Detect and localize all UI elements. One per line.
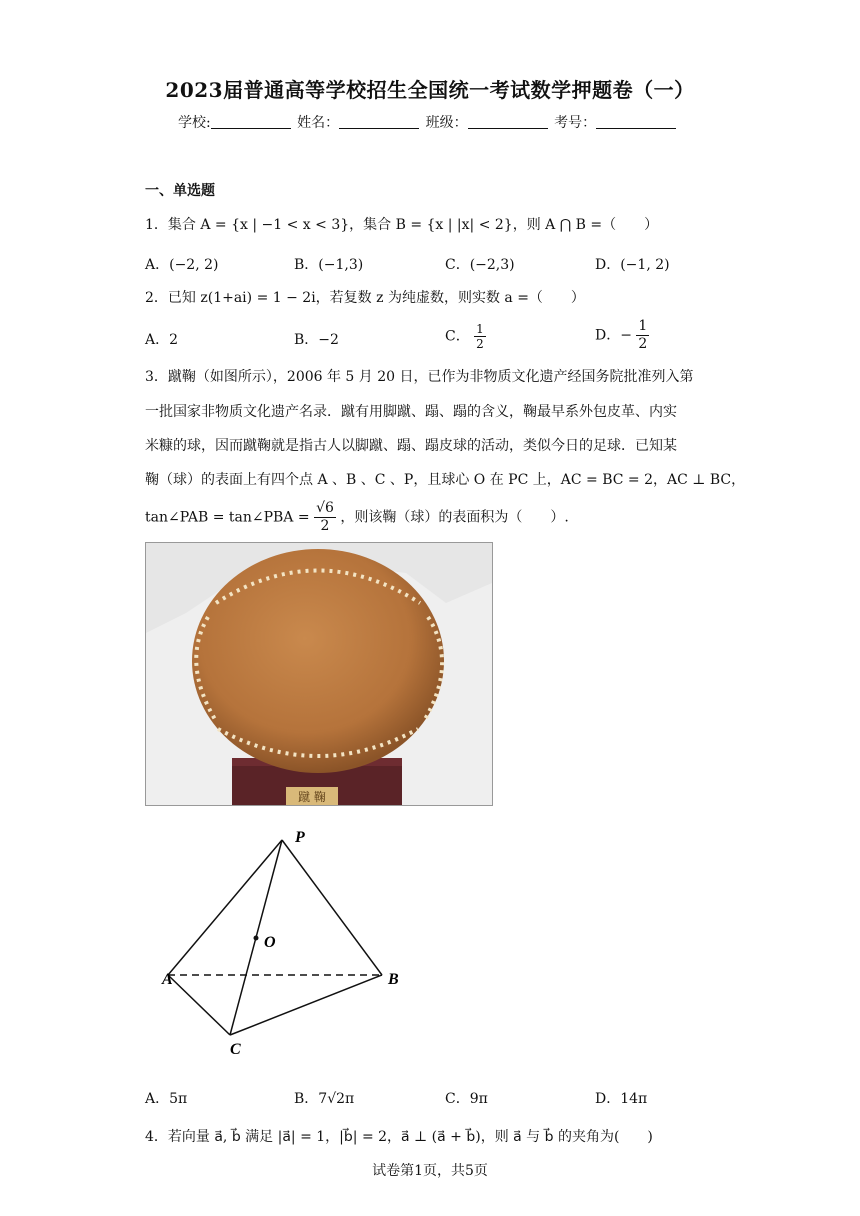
tetrahedron-diagram xyxy=(150,820,420,1065)
q4-stem: 4．若向量 a⃗, b⃗ 满足 |a⃗| = 1，|b⃗| = 2，a⃗ ⊥ (a⃗ + b⃗)，则 a⃗ 与 b⃗ 的夹角为( ) xyxy=(145,1129,653,1145)
q3-line-5 xyxy=(145,500,569,535)
q2-option-d-fraction xyxy=(636,318,649,353)
q3-option-b: B．7√2π xyxy=(294,1091,355,1107)
student-info-line xyxy=(178,112,678,132)
edge-ac xyxy=(168,975,230,1035)
q1-option-d: D．(−1, 2) xyxy=(595,257,670,273)
q2-option-c-label: C． xyxy=(445,328,470,345)
q3-option-a: A．5π xyxy=(145,1091,188,1107)
q3-question-tail: ，则该鞠（球）的表面积为（ ）. xyxy=(340,509,569,526)
q3-option-d: D．14π xyxy=(595,1091,648,1107)
name-label: 姓名： xyxy=(297,115,340,131)
label-p: P xyxy=(295,829,305,846)
fraction-numerator: √6 xyxy=(316,500,334,516)
class-label: 班级： xyxy=(425,115,468,131)
leather-ball xyxy=(192,549,444,773)
q3-tan-equation: tan∠PAB = tan∠PBA = xyxy=(145,509,315,526)
q1-option-c: C．(−2,3) xyxy=(445,257,515,273)
fraction-numerator: 1 xyxy=(638,318,648,334)
page-footer: 试卷第1页，共5页 xyxy=(372,1163,488,1179)
q2-option-c-fraction xyxy=(474,322,486,351)
edge-pa xyxy=(168,840,282,975)
label-a: A xyxy=(162,971,173,988)
exam-no-blank xyxy=(596,114,676,129)
fraction-denominator: 2 xyxy=(476,337,484,351)
school-blank xyxy=(211,114,291,129)
fraction-numerator: 1 xyxy=(476,322,484,336)
edge-pb xyxy=(282,840,382,975)
q2-stem: 2．已知 z(1+ai) = 1 − 2i，若复数 z 为纯虚数，则实数 a =（ ） xyxy=(145,290,585,306)
q2-option-c xyxy=(445,322,486,351)
cuju-photo xyxy=(145,542,493,806)
q3-line-3: 米糠的球，因而蹴鞠就是指古人以脚蹴、蹋、蹋皮球的活动，类似今日的足球．已知某 xyxy=(145,438,677,454)
q2-option-d xyxy=(595,318,649,353)
name-blank xyxy=(339,114,419,129)
fraction-denominator: 2 xyxy=(320,518,330,534)
edge-cb xyxy=(230,975,382,1035)
q3-option-c: C．9π xyxy=(445,1091,488,1107)
q3-line-4: 鞠（球）的表面上有四个点 A 、B 、C 、P，且球心 O 在 PC 上，AC = BC = 2，AC ⊥ BC， xyxy=(145,472,746,488)
q2-option-d-label: D．− xyxy=(595,327,632,344)
cuju-ball-illustration xyxy=(146,543,492,805)
q3-line-2: 一批国家非物质文化遗产名录．蹴有用脚蹴、蹋、蹋的含义，鞠最早系外包皮革、内实 xyxy=(145,404,677,420)
q3-sqrt6-fraction xyxy=(314,500,336,535)
q1-stem: 1．集合 A = {x | −1 < x < 3}，集合 B = {x | |x| < 2}，则 A ⋂ B =（ ） xyxy=(145,217,659,233)
q1-option-b: B．(−1,3) xyxy=(294,257,364,273)
school-label: 学校: xyxy=(178,115,211,131)
q3-line-1: 3．蹴鞠（如图所示），2006 年 5 月 20 日，已作为非物质文化遗产经国务院批准列入第 xyxy=(145,369,694,385)
label-o: O xyxy=(264,934,276,951)
q1-option-a: A．(−2, 2) xyxy=(145,257,219,273)
fraction-denominator: 2 xyxy=(638,336,648,352)
center-point-o xyxy=(254,936,259,941)
label-b: B xyxy=(388,971,399,988)
page-title: 2023届普通高等学校招生全国统一考试数学押题卷（一） xyxy=(165,78,695,102)
q2-option-a: A．2 xyxy=(145,332,179,348)
class-blank xyxy=(468,114,548,129)
label-c: C xyxy=(230,1041,241,1058)
exam-no-label: 考号： xyxy=(554,115,597,131)
q2-option-b: B．−2 xyxy=(294,332,339,348)
plaque-text: 蹴 鞠 xyxy=(298,790,326,804)
section-title: 一、单选题 xyxy=(145,183,215,199)
